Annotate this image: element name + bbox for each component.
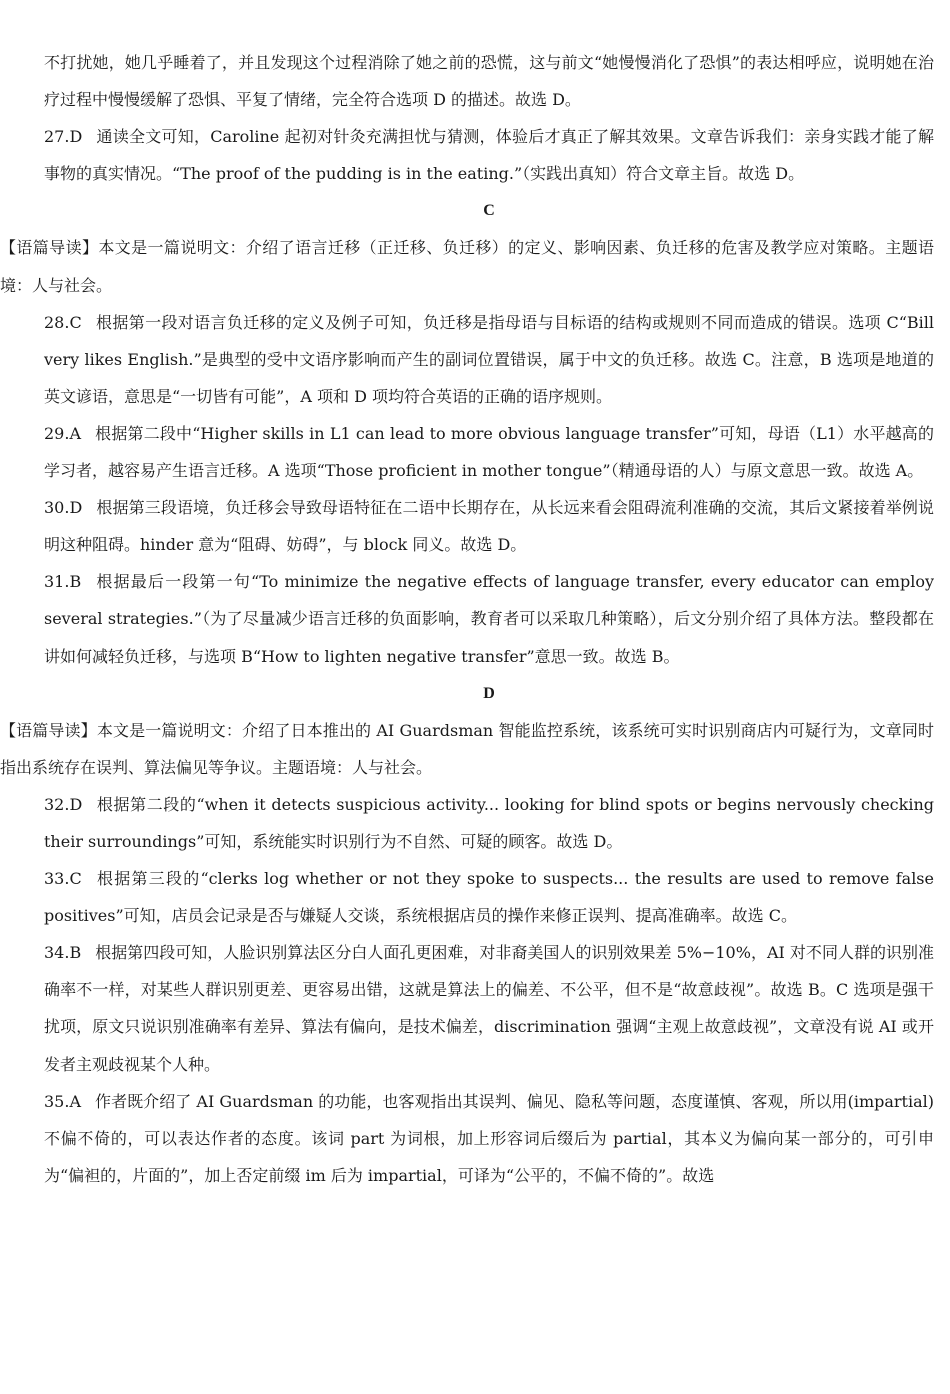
answer-item-35 (44, 1083, 934, 1194)
answer-item-28 (44, 304, 934, 415)
answer-item-29 (44, 415, 934, 489)
answer-number: 35.A (44, 1091, 81, 1111)
answer-explanation: 根据第一段对语言负迁移的定义及例子可知，负迁移是指母语与目标语的结构或规则不同而造成的错误。选项 C“Bill very likes English.”是典型的受中文语序影响而产生的副词位置错误，属于中文的负迁移。故选 C。注意，B 选项是地道的英文谚语，意思是“一切皆有可能”，A 项和 D 项均符合英语的正确的语序规则。 (44, 312, 934, 406)
section-heading-c: C (483, 202, 495, 220)
answer-explanation: 通读全文可知，Caroline 起初对针灸充满担忧与猜测，体验后才真正了解其效果。文章告诉我们：亲身实践才能了解事物的真实情况。“The proof of the pudding is in the eating.”（实践出真知）符合文章主旨。故选 D。 (44, 127, 934, 184)
answer-number: 29.A (44, 423, 81, 443)
reading-guide-c (0, 229, 934, 303)
answer-explanation: 根据第三段的“clerks log whether or not they spoke to suspects... the results are used to remove false positives”可知，店员会记录是否与嫌疑人交谈，系统根据店员的操作来修正误判、提高准确率。故选 C。 (44, 869, 934, 926)
reading-guide-text: 本文是一篇说明文：介绍了语言迁移（正迁移、负迁移）的定义、影响因素、负迁移的危害及教学应对策略。主题语境：人与社会。 (0, 238, 934, 295)
answer-explanation: 根据第四段可知，人脸识别算法区分白人面孔更困难，对非裔美国人的识别效果差 5%−10%，AI 对不同人群的识别准确率不一样，对某些人群识别更差、更容易出错，这就是算法上的偏差、不公平，但不是“故意歧视”。故选 B。C 选项是强干扰项，原文只说识别准确率有差异、算法有偏向，是技术偏差，discrimination 强调“主观上故意歧视”，文章没有说 AI 或开发者主观歧视某个人种。 (44, 943, 934, 1074)
answer-item-27 (44, 118, 934, 192)
reading-guide-d (0, 712, 934, 786)
answer-explanation: 根据第三段语境，负迁移会导致母语特征在二语中长期存在，从长远来看会阻碍流利准确的交流，其后文紧接着举例说明这种阻碍。hinder 意为“阻碍、妨碍”，与 block 同义。故选 D。 (44, 498, 934, 555)
answer-explanation: 根据第二段中“Higher skills in L1 can lead to more obvious language transfer”可知，母语（L1）水平越高的学习者，越容易产生语言迁移。A 选项“Those proficient in mother tongue”（精通母语的人）与原文意思一致。故选 A。 (44, 423, 934, 481)
answer-item-30 (44, 489, 934, 563)
answer-explanation: 根据第二段的“when it detects suspicious activity... looking for blind spots or begins nervously checking their surroundings”可知，系统能实时识别行为不自然、可疑的顾客。故选 D。 (44, 794, 934, 851)
answer-number: 34.B (44, 943, 82, 963)
answer-number: 31.B (44, 572, 82, 592)
answer-key-page (0, 44, 934, 1194)
reading-guide-text: 本文是一篇说明文：介绍了日本推出的 AI Guardsman 智能监控系统，该系统可实时识别商店内可疑行为，文章同时指出系统存在误判、算法偏见等争议。主题语境：人与社会。 (0, 720, 934, 777)
answer-number: 30.D (44, 498, 83, 518)
answer-number: 27.D (44, 127, 83, 147)
intro-paragraph: 不打扰她，她几乎睡着了，并且发现这个过程消除了她之前的恐慌，这与前文“她慢慢消化了恐惧”的表达相呼应，说明她在治疗过程中慢慢缓解了恐惧、平复了情绪，完全符合选项 D 的描述。故选 D。 (44, 53, 934, 110)
reading-guide-label: 【语篇导读】 (0, 238, 99, 258)
answer-explanation: 根据最后一段第一句“To minimize the negative effects of language transfer, every educator can employ several strategies.”（为了尽量减少语言迁移的负面影响，教育者可以采取几种策略），后文分别介绍了具体方法。整段都在讲如何减轻负迁移，与选项 B“How to lighten negative transfer”意思一致。故选 B。 (44, 572, 934, 666)
answer-item-33 (44, 860, 934, 934)
reading-guide-label: 【语篇导读】 (0, 720, 97, 740)
answer-item-34 (44, 934, 934, 1082)
answer-number: 28.C (44, 312, 82, 332)
answer-item-32 (44, 786, 934, 860)
answer-number: 33.C (44, 869, 82, 889)
answer-explanation: 作者既介绍了 AI Guardsman 的功能，也客观指出其误判、偏见、隐私等问题，态度谨慎、客观，所以用(impartial)不偏不倚的，可以表达作者的态度。该词 part 为词根，加上形容词后缀后为 partial，其本义为偏向某一部分的，可引申为“偏袒的，片面的”，加上否定前缀 im 后为 impartial，可译为“公平的，不偏不倚的”。故选 (44, 1091, 934, 1185)
answer-number: 32.D (44, 794, 83, 814)
section-heading-d: D (483, 684, 495, 702)
answer-item-31 (44, 563, 934, 674)
